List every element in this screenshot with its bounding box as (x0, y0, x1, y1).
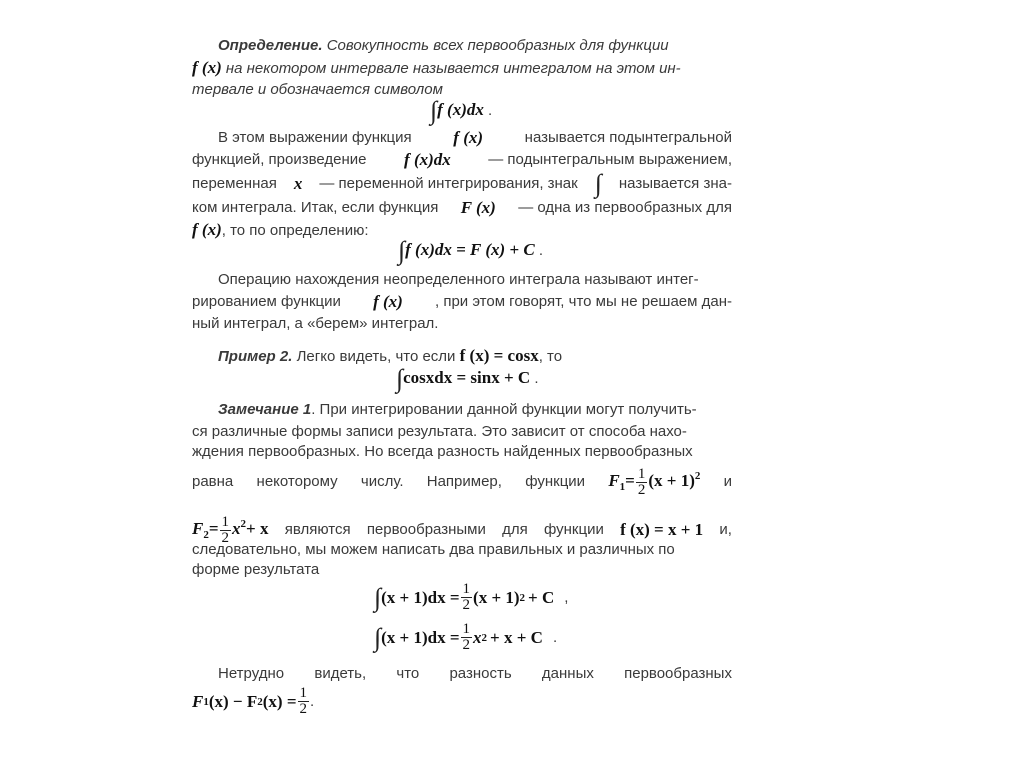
remark-line-6: следовательно, мы можем написать два правильных и различных по (192, 541, 675, 558)
formula-F2: $F_2=$ $\frac{1}{2}$ $x^2+ x$ (192, 513, 269, 546)
operation-line-3: ный интеграл, а «берем» интеграл. (192, 315, 439, 332)
remark-line-3: ждения первообразных. Но всегда разность найденных первообразных (192, 443, 693, 460)
definition-line-3: тервале и обозначается символом (192, 81, 443, 98)
fraction-half: $\frac{1}{2}$ (462, 621, 471, 653)
remark-line-4: равна некоторому числу. Например, функции $F_1=$ $\frac{1}{2}$ $(x + 1)^2$ и (192, 465, 732, 498)
remark-line-7: форме результата (192, 561, 320, 578)
explanation-line-3: переменная x — переменной интегрирования, знак ∫ называется зна- (192, 169, 732, 198)
definition-line-1: Определение. Совокупность всех первообразных для функции (218, 37, 669, 54)
fraction-half: $\frac{1}{2}$ (221, 513, 230, 546)
remark-line-5: $F_2=$ $\frac{1}{2}$ $x^2+ x$ являются первообразными для функции f (x) = x + 1 и, (192, 513, 732, 546)
document-page (192, 24, 732, 724)
fraction-half: $\frac{1}{2}$ (637, 465, 646, 498)
explanation-line-1: В этом выражении функция f (x) называется подынтегральной (218, 128, 732, 147)
fraction-half: $\frac{1}{2}$ (462, 581, 471, 613)
definition-heading: Определение. (218, 37, 323, 54)
explanation-line-5: f (x), то по определению: (192, 220, 369, 239)
explanation-line-4: ком интеграла. Итак, если функция F (x) — одна из первообразных для (192, 198, 732, 217)
example-line: Пример 2. Легко видеть, что если f (x) = cosx, то (218, 346, 563, 365)
integral-sign: ∫ (594, 169, 602, 198)
remark-line-2: ся различные формы записи результата. Это зависит от способа нахо- (192, 423, 687, 440)
remark-heading: Замечание 1 (218, 401, 312, 418)
example-formula: ∫cosxdx = sinx + C . (396, 364, 539, 393)
definition-symbol: ∫f (x)dx . (430, 96, 493, 125)
explanation-line-2: функцией, произведение f (x)dx — подынтегральным выражением, (192, 150, 732, 169)
definition-formula: ∫f (x)dx = F (x) + C . (398, 236, 544, 265)
remark-line-8: Нетрудно видеть, что разность данных первообразных (218, 665, 732, 682)
formula-F1: $F_1=$ $\frac{1}{2}$ $(x + 1)^2$ (608, 465, 701, 498)
example-heading: Пример 2. (218, 348, 293, 365)
formula-1: ∫ (x + 1)dx = $\frac{1}{2}$ (x + 1) 2 + C , (374, 581, 569, 613)
formula-2: ∫ (x + 1)dx = $\frac{1}{2}$ x 2 + x + C . (374, 621, 558, 653)
definition-line-2: f (x) на некотором интервале называется интегралом на этом ин- (192, 58, 681, 77)
remark-line-1: Замечание 1. При интегрировании данной функции могут получить- (218, 401, 697, 418)
difference-formula: F 1 (x) − F 2 (x) = $\frac{1}{2}$ . (192, 685, 315, 717)
operation-line-1: Операцию нахождения неопределенного интеграла называют интег- (218, 271, 699, 288)
fraction-half: $\frac{1}{2}$ (299, 685, 308, 717)
operation-line-2: рированием функции f (x) , при этом говорят, что мы не решаем дан- (192, 292, 732, 311)
